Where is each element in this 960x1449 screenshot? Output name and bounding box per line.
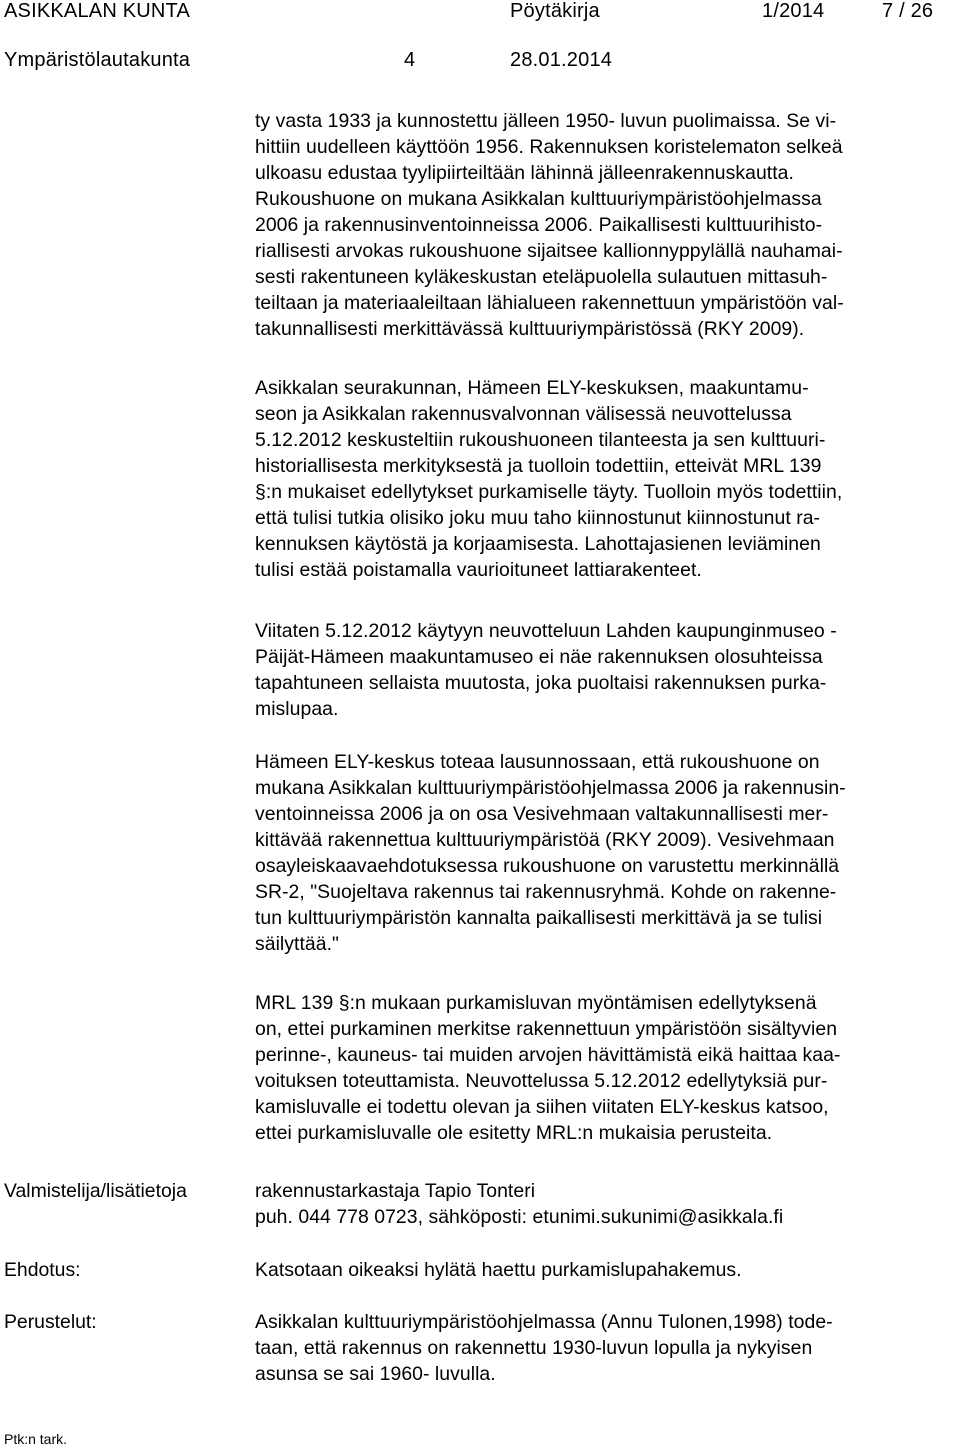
text-line: MRL 139 §:n mukaan purkamisluvan myöntämisen edellytyksenä [255,992,817,1014]
text-line: osayleiskaavaehdotuksessa rukoushuone on varustettu merkinnällä [255,855,840,877]
text-line: Rukoushuone on mukana Asikkalan kulttuuriympäristöohjelmassa [255,188,822,210]
text-line: on, ettei purkaminen merkitse rakennettuun ympäristöön sisältyvien [255,1018,838,1040]
text-line: ventoinneissa 2006 ja on osa Vesivehmaan valtakunnallisesti mer- [255,803,829,825]
municipality-name: ASIKKALAN KUNTA [4,0,191,22]
text-line: tulisi estää poistamalla vaurioituneet lattiarakenteet. [255,559,702,581]
text-line: mislupaa. [255,698,339,720]
text-line: Hämeen ELY-keskus toteaa lausunnossaan, että rukoushuone on [255,751,820,773]
label-preparer: Valmistelija/lisätietoja [4,1180,187,1202]
text-line: kamisluvalle ei todettu olevan ja siihen viitaten ELY-keskus katsoo, [255,1096,829,1118]
text-line: §:n mukaiset edellytykset purkamiselle täyty. Tuolloin myös todettiin, [255,481,843,503]
text-line: että tulisi tutkia olisiko joku muu taho kiinnostunut kiinnostunut ra- [255,507,821,529]
text-line: tun kulttuuriympäristön kannalta paikallisesti merkittävä ja se tulisi [255,907,823,929]
text-line: historiallisesta merkityksestä ja tuolloin todettiin, etteivät MRL 139 [255,455,822,477]
text-line: kittävää rakennettua kulttuuriympäristöä (RKY 2009). Vesivehmaan [255,829,835,851]
text-line: ulkoasu edustaa tyylipiirteiltään lähinnä jälleenrakennuskautta. [255,162,794,184]
text-line: tapahtuneen sellaista muutosta, joka puoltaisi rakennuksen purka- [255,672,827,694]
text-line: ty vasta 1933 ja kunnostettu jälleen 1950- luvun puolimaissa. Se vi- [255,110,837,132]
text-line: rakennustarkastaja Tapio Tonteri [255,1180,536,1202]
text-line: teiltaan ja materiaaleiltaan lähialueen rakennettuun ympäristöön val- [255,292,844,314]
text-line: SR-2, "Suojeltava rakennus tai rakennusryhmä. Kohde on rakenne- [255,881,837,903]
text-line: riallisesti arvokas rukoushuone sijaitsee kallionnyppylällä nauhamai- [255,240,843,262]
text-line: ettei purkamisluvalle ole esitetty MRL:n mukaisia perusteita. [255,1122,773,1144]
text-line: hittiin uudelleen käyttöön 1956. Rakennuksen koristelematon selkeä [255,136,843,158]
text-line: asunsa se sai 1960- luvulla. [255,1363,496,1385]
text-line: Asikkalan kulttuuriympäristöohjelmassa (Annu Tulonen,1998) tode- [255,1311,833,1333]
meeting-date: 28.01.2014 [510,49,613,71]
text-line: takunnallisesti merkittävässä kulttuuriympäristössä (RKY 2009). [255,318,805,340]
committee-name: Ympäristölautakunta [4,49,191,71]
text-line: Asikkalan seurakunnan, Hämeen ELY-keskuksen, maakuntamu- [255,377,809,399]
minutes-checker-footer: Ptk:n tark. [4,1431,68,1447]
text-line: perinne-, kauneus- tai muiden arvojen hävittämistä eikä haittaa kaa- [255,1044,841,1066]
section-number: 4 [404,49,416,71]
text-line: Viitaten 5.12.2012 käytyyn neuvotteluun Lahden kaupunginmuseo - [255,620,837,642]
text-line: voituksen toteuttamista. Neuvottelussa 5.12.2012 edellytyksiä pur- [255,1070,828,1092]
document-type: Pöytäkirja [510,0,600,22]
text-line: 5.12.2012 keskusteltiin rukoushuoneen tilanteesta ja sen kulttuuri- [255,429,826,451]
text-line: 2006 ja rakennusinventoinneissa 2006. Paikallisesti kulttuurihisto- [255,214,823,236]
document-number: 1/2014 [762,0,825,22]
label-grounds: Perustelut: [4,1311,97,1333]
text-line: Päijät-Hämeen maakuntamuseo ei näe rakennuksen olosuhteissa [255,646,823,668]
text-line: sesti rakentuneen kyläkeskustan eteläpuolella sulautuen mittasuh- [255,266,828,288]
page-number: 7 / 26 [882,0,934,22]
text-line: säilyttää." [255,933,339,955]
text-line: mukana Asikkalan kulttuuriympäristöohjelmassa 2006 ja rakennusin- [255,777,846,799]
contact-line: puh. 044 778 0723, sähköposti: etunimi.sukunimi@asikkala.fi [255,1206,784,1228]
label-proposal: Ehdotus: [4,1259,81,1281]
text-line: Katsotaan oikeaksi hylätä haettu purkamislupahakemus. [255,1259,742,1281]
text-line: kennuksen käytöstä ja korjaamisesta. Lahottajasienen leviäminen [255,533,821,555]
text-line: seon ja Asikkalan rakennusvalvonnan välisessä neuvottelussa [255,403,792,425]
text-line: taan, että rakennus on rakennettu 1930-luvun lopulla ja nykyisen [255,1337,813,1359]
